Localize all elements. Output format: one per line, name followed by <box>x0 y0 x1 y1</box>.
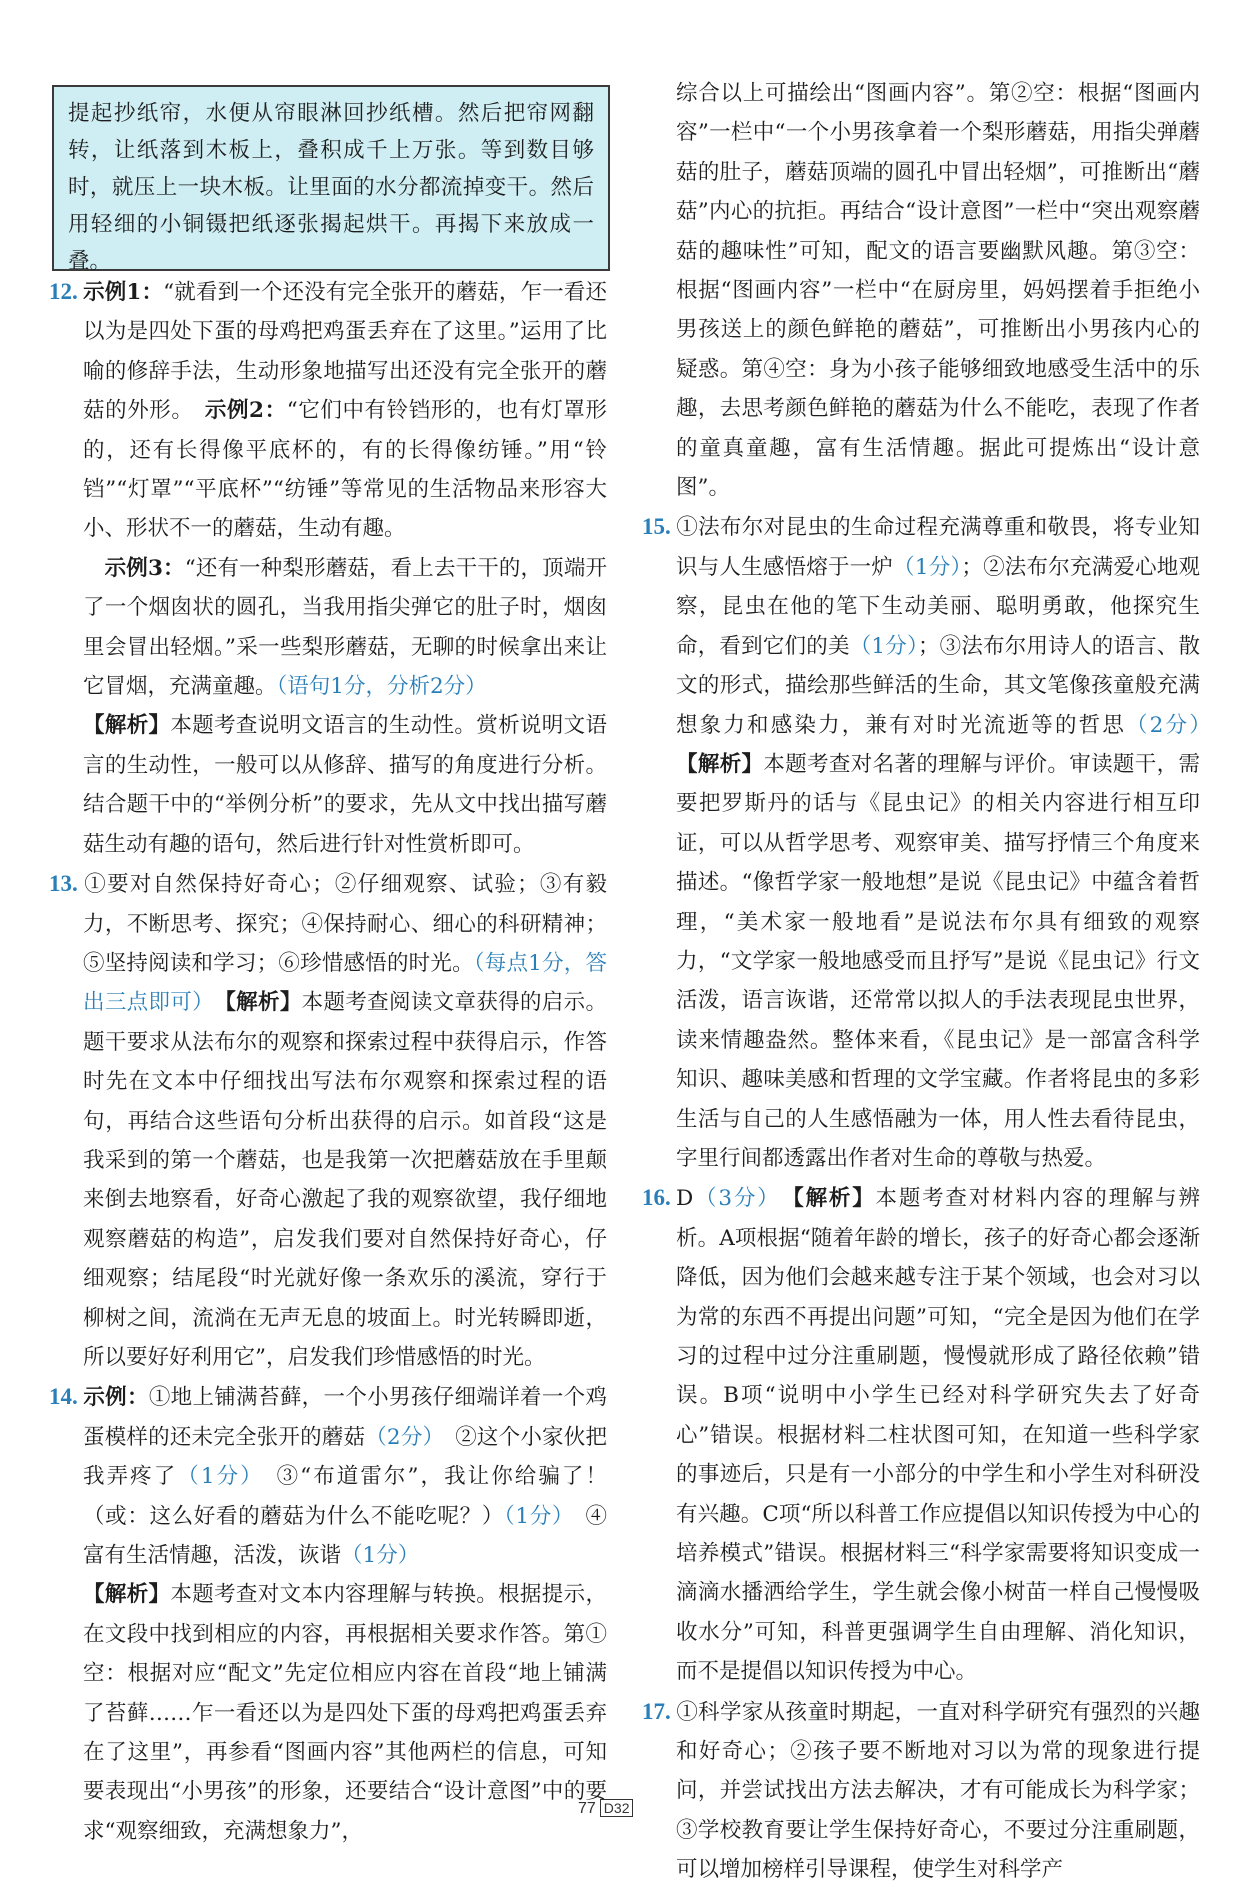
q14-a4: ④富有生活情趣，活泼，诙谐 <box>83 1503 607 1568</box>
q15-analysis-tag: 【解析】 <box>676 751 764 777</box>
q14-analysis-block <box>47 1575 607 1851</box>
q13-analysis-tag: 【解析】 <box>225 990 302 1016</box>
q14-s1: （2分） <box>365 1424 434 1450</box>
q14 <box>47 1377 607 1575</box>
q14-s3: （1分） <box>503 1503 564 1529</box>
q12-lead: 示例1： <box>83 280 164 305</box>
q12-ex3 <box>47 549 607 707</box>
q16-answer: D <box>676 1186 694 1212</box>
q12-analysis-block <box>47 706 607 864</box>
q13-answer: ①要对自然保持好奇心；②仔细观察、试验；③有毅力，不断思考、探究；④保持耐心、细心的科研精神；⑤坚持阅读和学习；⑥珍惜感悟的时光。 <box>83 872 607 976</box>
q14-s4: （1分） <box>341 1543 420 1568</box>
right-column <box>640 74 1200 1890</box>
q15-s2: （1分） <box>849 633 918 659</box>
q14-analysis: 本题考查对文本内容理解与转换。根据提示，在文段中找到相应的内容，再根据相关要求作答。第①空：根据对应“配文”先定位相应内容在首段“地上铺满了苔藓……乍一看还以为是四处下蛋的母鸡把鸡蛋丢弃在了这里”，再参看“图画内容”其他两栏的信息，可知要表现出“小男孩”的形象，还要结合“设计意图”中的要求“观察细致，充满想象力”， <box>83 1582 607 1844</box>
q13-number: 13. <box>49 871 78 897</box>
q14-number: 14. <box>49 1384 78 1410</box>
quote-box <box>52 85 610 274</box>
q14-a1: ①地上铺满苔藓，一个小男孩仔细端详着一个鸡蛋模样的还未完全张开的蘑菇 <box>83 1385 607 1450</box>
q12-p2: “它们中有铃铛形的，也有灯罩形的，还有长得像平底杯的，有的长得像纺锤。”用“铃铛”“灯罩”“平底杯”“纺锤”等常见的生活物品来形容大小、形状不一的蘑菇，生动有趣。 <box>83 398 607 542</box>
q13 <box>47 864 607 1377</box>
quote-text: 提起抄纸帘，水便从帘眼淋回抄纸槽。然后把帘网翻转，让纸落到木板上，叠积成千上万张。等到数目够时，就压上一块木板。让里面的水分都流掉变干。然后用轻细的小铜镊把纸逐张揭起烘干。再揭下来放成一叠。 <box>68 101 594 274</box>
q15-s1: （1分） <box>893 554 962 580</box>
q12-score: （语句1分，分析2分） <box>276 674 487 700</box>
page-footer <box>578 1800 633 1818</box>
q12-p1: “就看到一个还没有完全张开的蘑菇，乍一看还以为是四处下蛋的母鸡把鸡蛋丢弃在了这里。”运用了比喻的修辞手法，生动形象地描写出还没有完全张开的蘑菇的外形。 <box>83 280 607 424</box>
page-code: D32 <box>600 1799 634 1817</box>
q14-a3: ③“布道雷尔”，我让你给骗了！（或：这么好看的蘑菇为什么不能吃呢？） <box>83 1464 607 1529</box>
q16-score: （3分） <box>693 1186 770 1212</box>
left-column <box>47 272 607 1851</box>
q14-a2: ②这个小家伙把我弄疼了 <box>83 1424 607 1490</box>
q12-lead2: 示例2： <box>204 398 287 424</box>
q12-lead3: 示例3： <box>104 555 185 581</box>
q14-analysis-cont: 综合以上可描绘出“图画内容”。第②空：根据“图画内容”一栏中“一个小男孩拿着一个梨形蘑菇，用指尖弹蘑菇的肚子，蘑菇顶端的圆孔中冒出轻烟”，可推断出“蘑菇”内心的抗拒。再结合“设计意图”一栏中“突出观察蘑菇的趣味性”可知，配文的语言要幽默风趣。第③空：根据“图画内容”一栏中“在厨房里，妈妈摆着手拒绝小男孩送上的颜色鲜艳的蘑菇”，可推断出小男孩内心的疑惑。第④空：身为小孩子能够细致地感受生活中的乐趣，去思考颜色鲜艳的蘑菇为什么不能吃，表现了作者的童真童趣，富有生活情趣。据此可提炼出“设计意图”。 <box>676 81 1200 501</box>
q15-a3: ；③法布尔用诗人的语言、散文的形式，描绘那些鲜活的生命，其文笔像孩童般充满想象力和感染力，兼有对时光流逝等的哲思 <box>676 633 1200 738</box>
q15-a1: ①法布尔对昆虫的生命过程充满尊重和敬畏，将专业知识与人生感悟熔于一炉 <box>676 515 1200 580</box>
q17 <box>640 1692 1200 1890</box>
q15-a2: ；②法布尔充满爱心地观察，昆虫在他的笔下生动美丽、聪明勇敢，他探究生命，看到它们的美 <box>676 554 1200 659</box>
q16 <box>640 1178 1200 1691</box>
q16-analysis-tag: 【解析】 <box>793 1186 876 1212</box>
q16-analysis: 本题考查对材料内容的理解与辨析。A项根据“随着年龄的增长，孩子的好奇心都会逐渐降低，因为他们会越来越专注于某个领域，也会对习以为常的东西不再提出问题”可知，“完全是因为他们在学习的过程中过分注重刷题，慢慢就形成了路径依赖”错误。B项“说明中小学生已经对科学研究失去了好奇心”错误。根据材料二柱状图可知，在知道一些科学家的事迹后，只是有一小部分的中学生和小学生对科研没有兴趣。C项“所以科普工作应提倡以知识传授为中心的培养模式”错误。根据材料三“科学家需要将知识变成一滴滴水播洒给学生，学生就会像小树苗一样自己慢慢吸收水分”可知，科普更强调学生自由理解、消化知识，而不是提倡以知识传授为中心。 <box>676 1186 1200 1685</box>
page-number: 77 <box>578 1800 596 1817</box>
q14-s2: （1分） <box>177 1464 253 1490</box>
q13-analysis: 本题考查阅读文章获得的启示。题干要求从法布尔的观察和探索过程中获得启示，作答时先在文本中仔细找出写法布尔观察和探索过程的语句，再结合这些语句分析出获得的启示。如首段“这是我采到的第一个蘑菇，也是我第一次把蘑菇放在手里颠来倒去地察看，好奇心激起了我的观察欲望，我仔细地观察蘑菇的构造”，启发我们要对自然保持好奇心，仔细观察；结尾段“时光就好像一条欢乐的溪流，穿行于柳树之间，流淌在无声无息的坡面上。时光转瞬即逝，所以要好好利用它”，启发我们珍惜感悟的时光。 <box>83 990 607 1370</box>
q15 <box>640 507 1200 1178</box>
q14-lead: 示例： <box>83 1385 149 1411</box>
q15-s3: （2分） <box>1126 712 1200 738</box>
q15-number: 15. <box>642 514 671 540</box>
q16-number: 16. <box>642 1185 671 1211</box>
q12-p3: “还有一种梨形蘑菇，看上去干干的，顶端开了一个烟囱状的圆孔，当我用指尖弹它的肚子时，烟囱里会冒出轻烟。”采一些梨形蘑菇，无聊的时候拿出来让它冒烟，充满童趣。 <box>83 555 607 700</box>
q12-analysis: 本题考查说明文语言的生动性。赏析说明文语言的生动性，一般可以从修辞、描写的角度进行分析。结合题干中的“举例分析”的要求，先从文中找出描写蘑菇生动有趣的语句，然后进行针对性赏析即可。 <box>83 713 607 857</box>
q17-number: 17. <box>642 1698 671 1724</box>
q17-answer: ①科学家从孩童时期起，一直对科学研究有强烈的兴趣和好奇心；②孩子要不断地对习以为常的现象进行提问，并尝试找出方法去解决，才有可能成长为科学家；③学校教育要让学生保持好奇心，不要过分注重刷题，可以增加榜样引导课程，使学生对科学产 <box>676 1699 1200 1883</box>
q12-analysis-tag: 【解析】 <box>83 713 171 739</box>
q13-score: （每点1分，答出三点即可） <box>83 950 607 1016</box>
q14-analysis-tag: 【解析】 <box>83 1582 171 1608</box>
q12 <box>47 272 607 549</box>
q12-number: 12. <box>49 279 78 304</box>
q15-analysis: 本题考查对名著的理解与评价。审读题干，需要把罗斯丹的话与《昆虫记》的相关内容进行相互印证，可以从哲学思考、观察审美、描写抒情三个角度来描述。“像哲学家一般地想”是说《昆虫记》中蕴含着哲理，“美术家一般地看”是说法布尔具有细致的观察力，“文学家一般地感受而且抒写”是说《昆虫记》行文活泼，语言诙谐，还常常以拟人的手法表现昆虫世界，读来情趣盎然。整体来看，《昆虫记》是一部富含科学知识、趣味美感和哲理的文学宝藏。作者将昆虫的多彩生活与自己的人生感悟融为一体，用人性去看待昆虫，字里行间都透露出作者对生命的尊敬与热爱。 <box>676 751 1200 1171</box>
